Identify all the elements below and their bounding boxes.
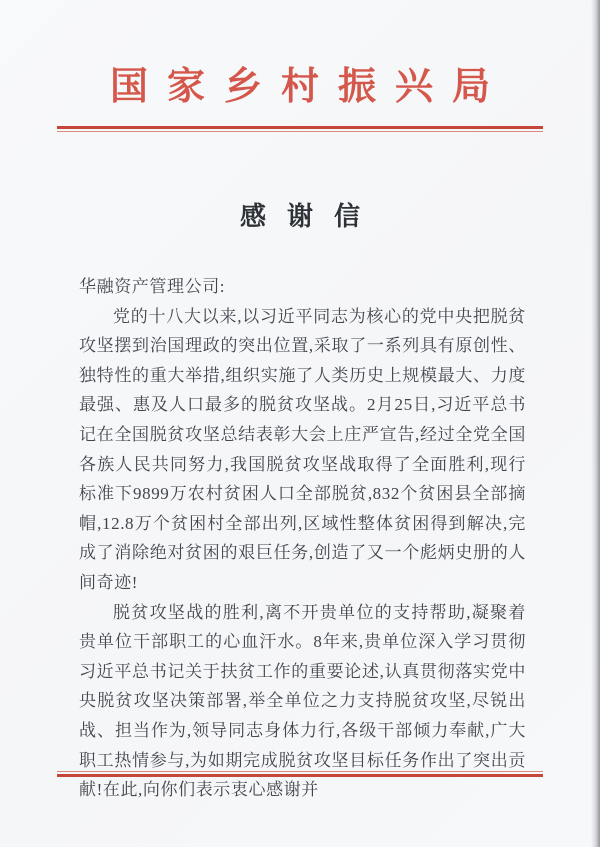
letterhead-rule xyxy=(57,126,543,132)
footer-rule-thick xyxy=(57,774,543,777)
letter-paragraph-1: 党的十八大以来,以习近平同志为核心的党中央把脱贫攻坚摆到治国理政的突出位置,采取了一系列具有原创性、独特性的重大举措,组织实施了人类历史上规模最大、力度最强、惠及人口最多的脱贫攻坚战。2月25日,习近平总书记在全国脱贫攻坚总结表彰大会上庄严宣告,经过全党全国各族人民共同努力,我国脱贫攻坚战取得了全面胜利,现行标准下9899万农村贫困人口全部脱贫,832个贫困县全部摘帽,12.8万个贫困村全部出列,区域性整体贫困得到解决,完成了消除绝对贫困的艰巨任务,创造了又一个彪炳史册的人间奇迹! xyxy=(79,306,526,592)
letter-salutation: 华融资产管理公司: xyxy=(79,277,226,296)
letterhead-org-name: 国家乡村振兴局 xyxy=(109,66,509,108)
letter-paragraph-2: 脱贫攻坚战的胜利,离不开贵单位的支持帮助,凝聚着贵单位干部职工的心血汗水。8年来,贵单位深入学习贯彻习近平总书记关于扶贫工作的重要论述,认真贯彻落实党中央脱贫攻坚决策部署,举全单位之力支持脱贫攻坚,尽锐出战、担当作为,领导同志身体力行,各级干部倾力奉献,广大职工热情参与,为如期完成脱贫攻坚目标任务作出了突出贡献!在此,向你们表示衷心感谢并 xyxy=(79,602,526,800)
letterhead-rule-thin xyxy=(57,131,543,132)
letter-title: 感谢信 xyxy=(239,202,381,231)
scan-edge-shadow xyxy=(591,0,600,847)
footer-rule-thin xyxy=(57,771,543,772)
letter-footer-rule xyxy=(57,771,543,777)
letter-body xyxy=(79,272,526,805)
letterhead-rule-thick xyxy=(57,126,543,129)
